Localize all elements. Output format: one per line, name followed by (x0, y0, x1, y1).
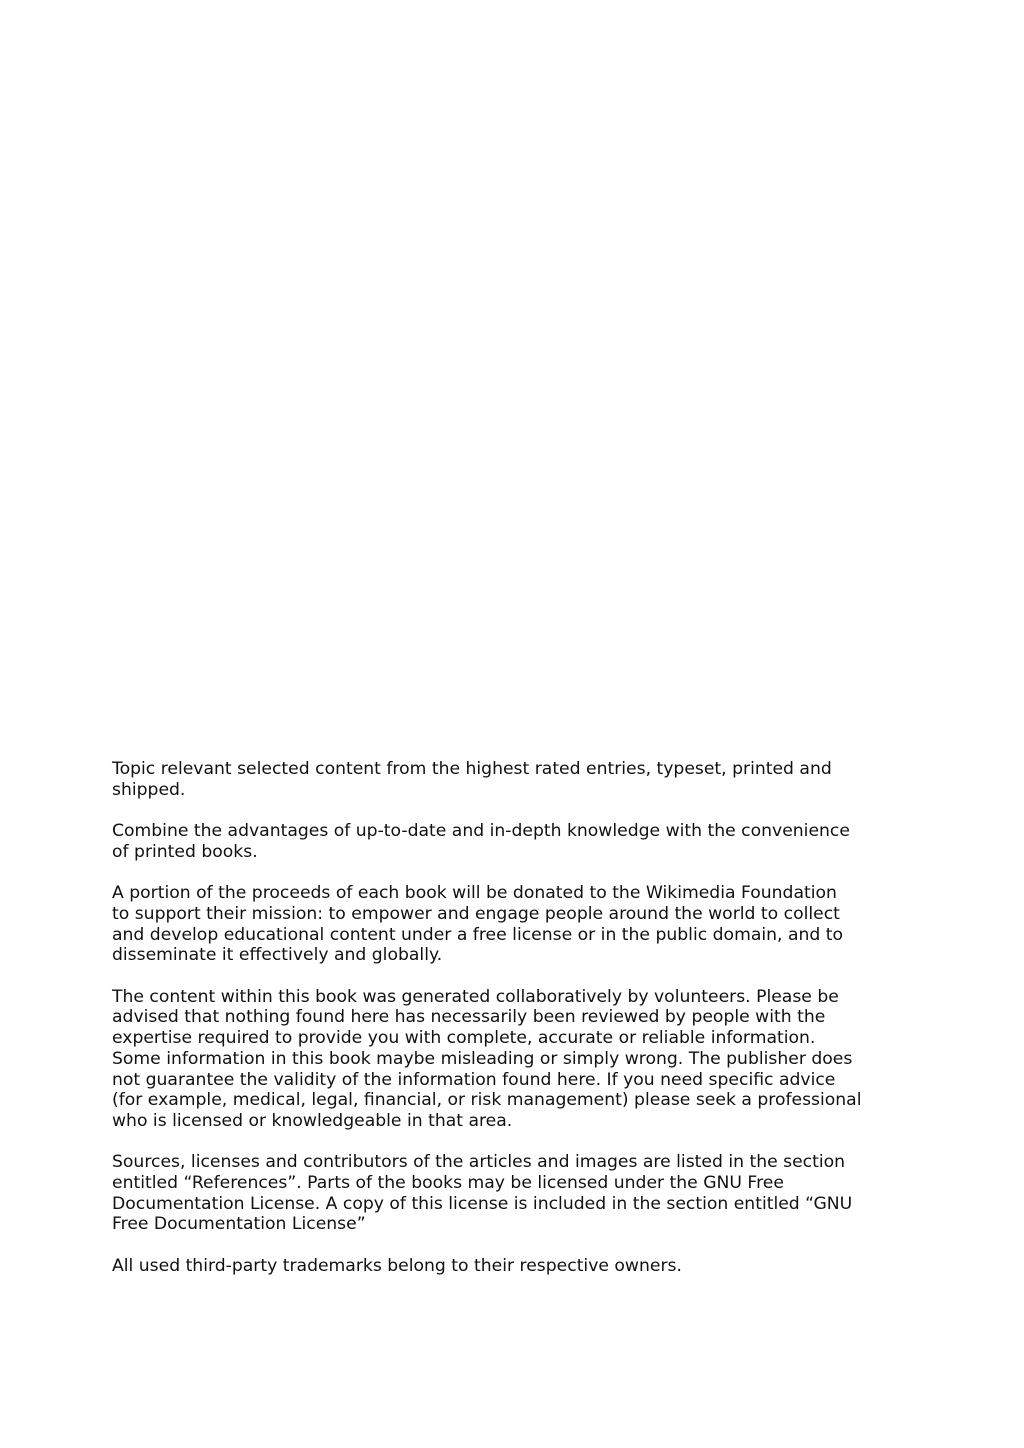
text-line: advised that nothing found here has necessarily been reviewed by people with the (112, 1007, 826, 1028)
paragraph-advantages (112, 821, 892, 862)
text-line: All used third-party trademarks belong to their respective owners. (112, 1255, 682, 1276)
text-line: Combine the advantages of up-to-date and in-depth knowledge with the convenience (112, 821, 850, 842)
text-line: Some information in this book maybe misleading or simply wrong. The publisher does (112, 1048, 853, 1069)
text-line: of printed books. (112, 841, 258, 862)
paragraph-trademarks (112, 1256, 892, 1277)
text-line: A portion of the proceeds of each book will be donated to the Wikimedia Foundation (112, 883, 837, 904)
paragraph-intro (112, 759, 892, 800)
text-line: shipped. (112, 779, 186, 800)
text-line: Topic relevant selected content from the highest rated entries, typeset, printed and (112, 759, 832, 779)
text-line: disseminate it effectively and globally. (112, 945, 443, 966)
text-line: Sources, licenses and contributors of the articles and images are listed in the section (112, 1152, 846, 1173)
text-line: The content within this book was generated collaboratively by volunteers. Please be (112, 986, 839, 1007)
text-line: expertise required to provide you with complete, accurate or reliable information. (112, 1028, 816, 1049)
text-line: entitled “References”. Parts of the books may be licensed under the GNU Free (112, 1173, 784, 1193)
paragraph-sources (112, 1152, 892, 1235)
text-line: (for example, medical, legal, financial, or risk management) please seek a professional (112, 1090, 862, 1111)
text-line: not guarantee the validity of the information found here. If you need specific advice (112, 1069, 836, 1090)
text-line: who is licensed or knowledgeable in that area. (112, 1110, 513, 1131)
text-line: Documentation License. A copy of this license is included in the section entitled “GNU (112, 1193, 853, 1214)
text-line: Free Documentation License” (112, 1214, 366, 1235)
text-line: and develop educational content under a free license or in the public domain, and to (112, 924, 843, 945)
paragraph-disclaimer (112, 987, 892, 1132)
text-line: to support their mission: to empower and engage people around the world to collect (112, 903, 840, 924)
disclaimer-text-block (112, 759, 892, 1297)
paragraph-donation (112, 883, 892, 966)
